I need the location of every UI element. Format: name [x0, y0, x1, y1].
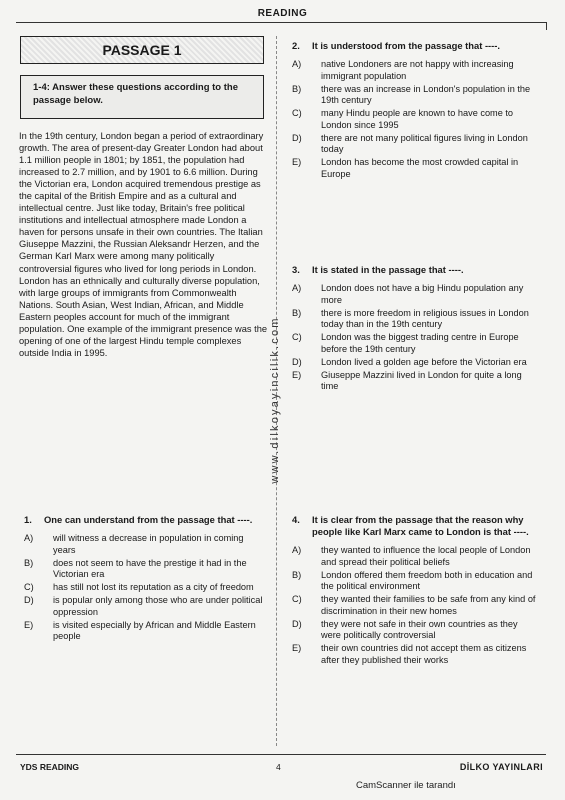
footer-book-title: YDS READING — [20, 762, 80, 772]
question-number: 3. — [292, 264, 300, 275]
option-b[interactable] — [292, 570, 540, 593]
option-text: native Londoners are not happy with increasing immigrant population — [321, 59, 514, 81]
question-stem — [292, 514, 540, 538]
option-letter: B) — [292, 307, 302, 318]
option-text: they were not safe in their own countries as they were politically controversial — [321, 618, 518, 641]
watermark — [264, 300, 286, 500]
question-text: It is understood from the passage that ----. — [312, 40, 501, 51]
option-b[interactable] — [24, 558, 264, 581]
instructions-box — [20, 75, 264, 119]
option-text: will witness a decrease in population in coming years — [53, 533, 244, 555]
option-text: has still not lost its reputation as a city of freedom — [53, 582, 254, 593]
instructions-text: 1-4: Answer these questions according to the passage below. — [33, 82, 238, 106]
option-text: London has become the most crowded capital in Europe — [321, 157, 519, 179]
question-4 — [292, 514, 540, 668]
option-letter: D) — [292, 618, 302, 629]
option-letter: E) — [24, 619, 34, 630]
option-letter: D) — [292, 356, 302, 367]
question-stem — [24, 514, 264, 526]
question-text: It is stated in the passage that ----. — [312, 264, 464, 275]
publisher-name: DİLKO YAYINLARI — [459, 762, 543, 772]
question-number: 2. — [292, 40, 300, 51]
page-number: 4 — [276, 762, 281, 772]
option-letter: C) — [292, 594, 302, 605]
passage-body: In the 19th century, London began a period of extraordinary growth. The area of present-day Greater London had about 1.1 million people in 1801; by 1851, the population had increased to 2.7 million, and by 1901 to 6.6 million. During the Victorian era, London acquired tremendous prestige as the capital of the British Empire and as a cultural and intellectual centre. Just like today, Britain's free political institutions and intellectual atmosphere made London a haven for persons unsafe in their own countries. The Italian Giuseppe Mazzini, the Russian Aleksandr Herzen, and the German Karl Marx were among many politically controversial figures who lived for long periods in London. London has an ethnically and culturally diverse population, with large groups of immigrants from Commonwealth Nations. South Asian, West Indian, African, and Middle Eastern peoples account for much of the immigrant population. One example of the immigrant presence was the opening of one of the largest Hindu temple complexes outside India in 1995. — [19, 131, 268, 358]
option-text: London does not have a big Hindu population any more — [321, 283, 524, 305]
option-letter: A) — [292, 59, 302, 69]
question-1 — [24, 514, 264, 644]
option-list — [24, 533, 264, 643]
option-text: London offered them freedom both in education and the political environment — [321, 569, 533, 592]
option-text: they wanted to influence the local people of London and spread their political beliefs — [321, 545, 531, 567]
option-text: they wanted their families to be safe from any kind of discrimination in their new homes — [321, 594, 536, 616]
option-text: their own countries did not accept them as citizens after they published their works — [321, 643, 527, 665]
option-text: many Hindu people are known to have come to London since 1995 — [321, 108, 514, 130]
option-letter: C) — [24, 582, 34, 593]
option-d[interactable] — [292, 357, 540, 369]
option-text: there are not many political figures living in London today — [321, 132, 528, 155]
question-number: 1. — [24, 514, 32, 525]
header-rule-tick — [546, 22, 547, 30]
footer-rule — [16, 754, 546, 755]
option-a[interactable] — [292, 545, 540, 568]
option-letter: B) — [292, 83, 302, 94]
option-list — [292, 59, 540, 181]
header-rule — [16, 22, 546, 23]
passage-title-box — [20, 36, 264, 64]
question-stem — [292, 40, 540, 52]
option-c[interactable] — [292, 594, 540, 617]
option-text: does not seem to have the prestige it had in the Victorian era — [53, 557, 247, 580]
option-a[interactable] — [24, 533, 264, 556]
option-letter: A) — [24, 533, 34, 543]
option-c[interactable] — [292, 108, 540, 131]
option-letter: D) — [292, 132, 302, 143]
option-a[interactable] — [292, 283, 540, 306]
option-letter: E) — [292, 157, 302, 168]
option-b[interactable] — [292, 84, 540, 107]
option-e[interactable] — [292, 643, 540, 666]
question-2 — [292, 40, 540, 182]
option-text: there was an increase in London's population in the 19th century — [321, 83, 531, 106]
option-letter: C) — [292, 108, 302, 119]
option-b[interactable] — [292, 308, 540, 331]
option-d[interactable] — [292, 133, 540, 156]
option-e[interactable] — [292, 157, 540, 180]
section-header: READING — [257, 8, 308, 19]
option-letter: E) — [292, 643, 302, 654]
option-letter: B) — [24, 557, 34, 568]
option-e[interactable] — [292, 370, 540, 393]
option-text: there is more freedom in religious issues in London today than in the 19th century — [321, 307, 529, 330]
option-text: is visited especially by African and Middle Eastern people — [53, 619, 256, 642]
passage-title: PASSAGE 1 — [102, 42, 182, 58]
option-text: Giuseppe Mazzini lived in London for quite a long time — [321, 369, 522, 392]
option-d[interactable] — [292, 619, 540, 642]
option-d[interactable] — [24, 595, 264, 618]
option-text: London lived a golden age before the Victorian era — [321, 356, 527, 367]
option-c[interactable] — [292, 332, 540, 355]
question-text: It is clear from the passage that the reason why people like Karl Marx came to London is that ----. — [312, 514, 529, 537]
option-letter: A) — [292, 283, 302, 293]
option-c[interactable] — [24, 582, 264, 594]
option-letter: A) — [292, 545, 302, 555]
question-stem — [292, 264, 540, 276]
question-text: One can understand from the passage that ----. — [44, 514, 253, 525]
option-a[interactable] — [292, 59, 540, 82]
option-text: is popular only among those who are under political oppression — [53, 595, 263, 617]
scanner-note: CamScanner ile tarandı — [356, 780, 456, 791]
option-letter: E) — [292, 369, 302, 380]
option-letter: B) — [292, 569, 302, 580]
option-list — [292, 545, 540, 667]
option-text: London was the biggest trading centre in Europe before the 19th century — [321, 332, 519, 354]
question-3 — [292, 264, 540, 394]
watermark-text: www.dilkoyayincilik.com — [269, 316, 281, 484]
question-number: 4. — [292, 514, 300, 525]
option-e[interactable] — [24, 620, 264, 643]
option-letter: C) — [292, 332, 302, 343]
option-letter: D) — [24, 595, 34, 606]
option-list — [292, 283, 540, 393]
